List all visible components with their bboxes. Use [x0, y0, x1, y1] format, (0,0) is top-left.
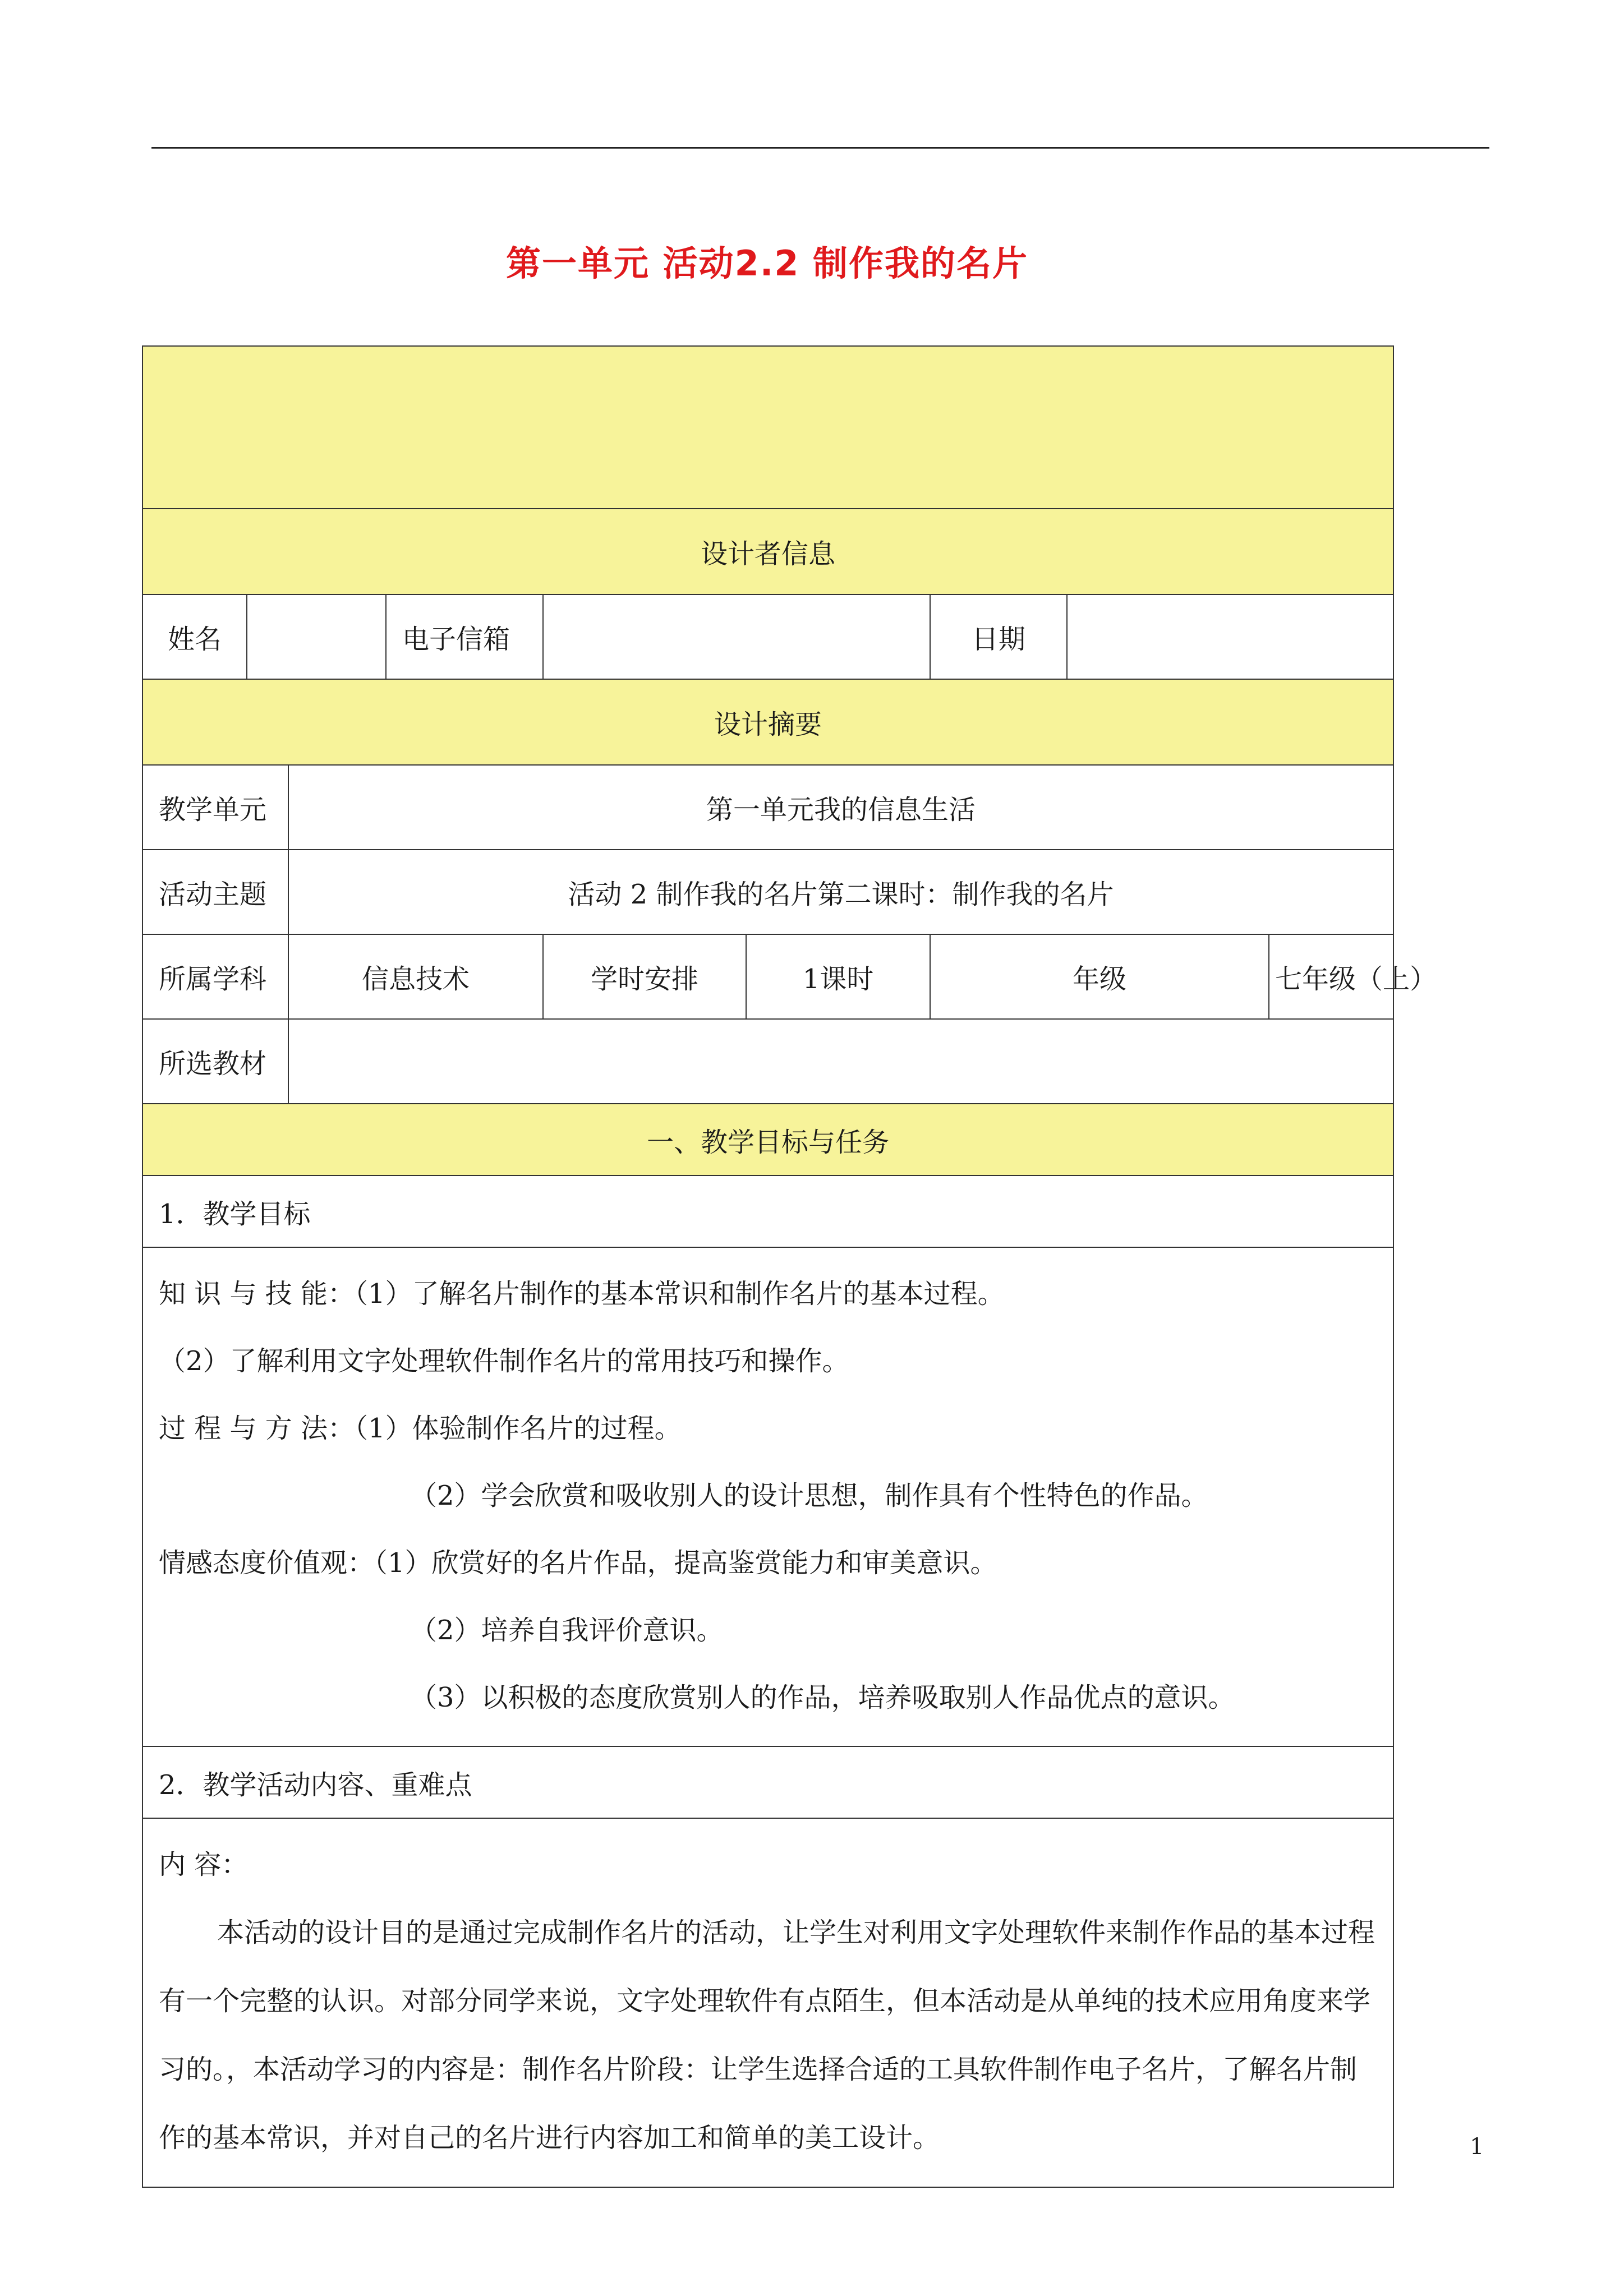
date-value — [1067, 594, 1393, 679]
name-value — [247, 594, 386, 679]
design-summary-header: 设计摘要 — [142, 679, 1393, 765]
textbook-value — [288, 1019, 1393, 1104]
designer-info-header: 设计者信息 — [142, 509, 1393, 594]
subject-value: 信息技术 — [288, 934, 543, 1019]
email-value — [543, 594, 930, 679]
name-label: 姓名 — [142, 594, 247, 679]
activity-heading: 2．教学活动内容、重难点 — [142, 1746, 1393, 1818]
hours-label: 学时安排 — [543, 934, 746, 1019]
activity-content — [142, 1818, 1393, 2187]
subject-label: 所属学科 — [142, 934, 288, 1019]
date-label: 日期 — [930, 594, 1067, 679]
objective-line: 知 识 与 技 能：（1）了解名片制作的基本常识和制作名片的基本过程。 — [159, 1278, 1005, 1310]
objective-line: 过 程 与 方 法：（1）体验制作名片的过程。 — [159, 1413, 682, 1444]
objective-line: （2）培养自我评价意识。 — [410, 1615, 724, 1646]
textbook-label: 所选教材 — [142, 1019, 288, 1104]
objectives-header: 一、教学目标与任务 — [142, 1104, 1393, 1175]
objectives-content — [142, 1247, 1393, 1746]
grade-value: 七年级（上） — [1269, 934, 1393, 1019]
unit-label: 教学单元 — [142, 765, 288, 850]
document-title: 第一单元 活动2.2 制作我的名片 — [505, 243, 1028, 284]
objective-line: 情感态度价值观：（1）欣赏好的名片作品，提高鉴赏能力和审美意识。 — [159, 1547, 997, 1579]
page-number: 1 — [1470, 2134, 1484, 2160]
topic-label: 活动主题 — [142, 850, 288, 934]
blank-header-cell — [142, 346, 1393, 509]
email-label: 电子信箱 — [386, 594, 543, 679]
content-label: 内 容： — [159, 1849, 249, 1880]
grade-label: 年级 — [930, 934, 1269, 1019]
objective-line: （2）学会欣赏和吸收别人的设计思想，制作具有个性特色的作品。 — [410, 1480, 1208, 1511]
activity-paragraph: 本活动的设计目的是通过完成制作名片的活动，让学生对利用文字处理软件来制作作品的基本过程有一个完整的认识。对部分同学来说，文字处理软件有点陌生，但本活动是从单纯的技术应用角度来学习的。，本活动学习的内容是：制作名片阶段：让学生选择合适的工具软件制作电子名片，了解名片制作的基本常识，并对自己的名片进行内容加工和简单的美工设计。 — [159, 1917, 1375, 2154]
unit-value: 第一单元我的信息生活 — [288, 765, 1393, 850]
objective-line: （3）以积极的态度欣赏别人的作品，培养吸取别人作品优点的意识。 — [410, 1682, 1235, 1713]
hours-value: 1课时 — [746, 934, 930, 1019]
lesson-plan-table — [142, 345, 1437, 2188]
header-rule — [151, 147, 1489, 149]
topic-value: 活动 2 制作我的名片第二课时：制作我的名片 — [288, 850, 1393, 934]
objective-line: （2）了解利用文字处理软件制作名片的常用技巧和操作。 — [159, 1345, 849, 1377]
objectives-heading: 1．教学目标 — [142, 1175, 1393, 1247]
